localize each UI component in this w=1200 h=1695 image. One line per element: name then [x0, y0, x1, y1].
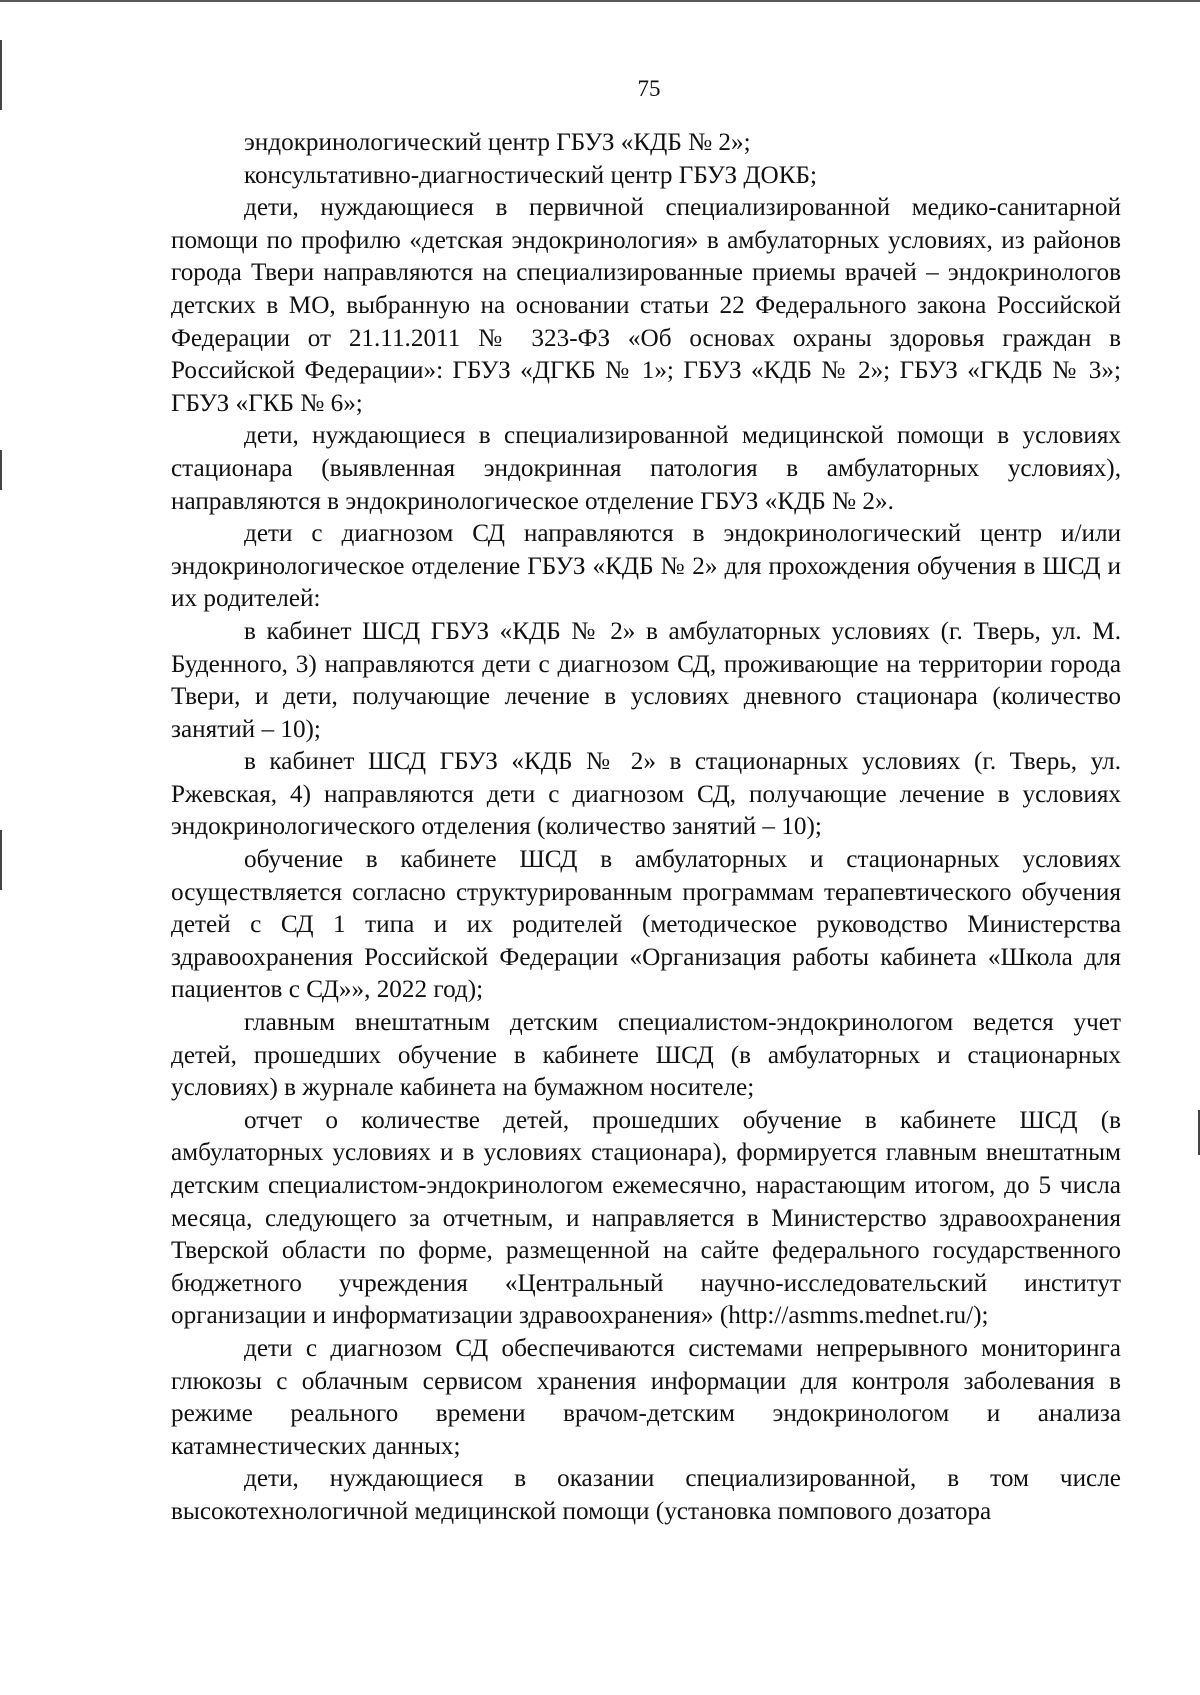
paragraph-5: дети с диагнозом СД направляются в эндокринологический центр и/или эндокринологическое отделение ГБУЗ «КДБ № 2» для прохождения обучения в ШСД и их родителей: [171, 520, 1121, 613]
scan-edge-left [0, 450, 2, 490]
paragraph-6: в кабинет ШСД ГБУЗ «КДБ № 2» в амбулаторных условиях (г. Тверь, ул. М. Буденного, 3) направляются дети с диагнозом СД, проживающие на территории города Твери, и дети, получающие лечение в условиях дневного стационара (количество занятий – 10); [171, 617, 1121, 743]
paragraph-7: в кабинет ШСД ГБУЗ «КДБ № 2» в стационарных условиях (г. Тверь, ул. Ржевская, 4) направляются дети с диагнозом СД, получающие лечение в условиях эндокринологического отделения (количество занятий – 10); [171, 748, 1121, 841]
paragraph-3: дети, нуждающиеся в первичной специализированной медико-санитарной помощи по профилю «детская эндокринология» в амбулаторных условиях, из районов города Твери направляются на специализированные приемы врачей – эндокринологов детских в МО, выбранную на основании статьи 22 Федерального закона Российской Федерации от 21.11.2011 № 323-ФЗ «Об основах охраны здоровья граждан в Российской Федерации»: ГБУЗ «ДГКБ № 1»; ГБУЗ «КДБ № 2»; ГБУЗ «ГКДБ № 3»; ГБУЗ «ГКБ № 6»; [171, 194, 1121, 417]
scan-edge-top [0, 0, 1200, 2]
paragraph-2: консультативно-диагностический центр ГБУЗ ДОКБ; [244, 161, 817, 189]
paragraph-8: обучение в кабинете ШСД в амбулаторных и стационарных условиях осуществляется согласно структурированным программам терапевтического обучения детей с СД 1 типа и их родителей (методическое руководство Министерства здравоохранения Российской Федерации «Организация работы кабинета «Школа для пациентов с СД»», 2022 год); [171, 846, 1121, 1004]
paragraph-11: дети с диагнозом СД обеспечиваются системами непрерывного мониторинга глюкозы с облачным сервисом хранения информации для контроля заболевания в режиме реального времени врачом-детским эндокринологом и анализа катамнестических данных; [171, 1334, 1121, 1460]
paragraph-4: дети, нуждающиеся в специализированной медицинской помощи в условиях стационара (выявленная эндокринная патология в амбулаторных условиях), направляются в эндокринологическое отделение ГБУЗ «КДБ № 2». [171, 422, 1121, 515]
page-number: 75 [637, 76, 661, 101]
scan-edge-left [0, 830, 2, 890]
paragraph-9: главным внештатным детским специалистом-эндокринологом ведется учет детей, прошедших обучение в кабинете ШСД (в амбулаторных и стационарных условиях) в журнале кабинета на бумажном носителе; [171, 1009, 1121, 1102]
document-body [171, 127, 1121, 1529]
paragraph-10: отчет о количестве детей, прошедших обучение в кабинете ШСД (в амбулаторных условиях и в условиях стационара), формируется главным внештатным детским специалистом-эндокринологом ежемесячно, нарастающим итогом, до 5 числа месяца, следующего за отчетным, и направляется в Министерство здравоохранения Тверской области по форме, размещенной на сайте федерального государственного бюджетного учреждения «Центральный научно-исследовательский институт организации и информатизации здравоохранения» (http://asmms.mednet.ru/); [171, 1106, 1121, 1330]
paragraph-1: эндокринологический центр ГБУЗ «КДБ № 2»; [244, 129, 751, 156]
paragraph-12: дети, нуждающиеся в оказании специализированной, в том числе высокотехнологичной медицинской помощи (установка помпового дозатора [171, 1465, 1121, 1525]
